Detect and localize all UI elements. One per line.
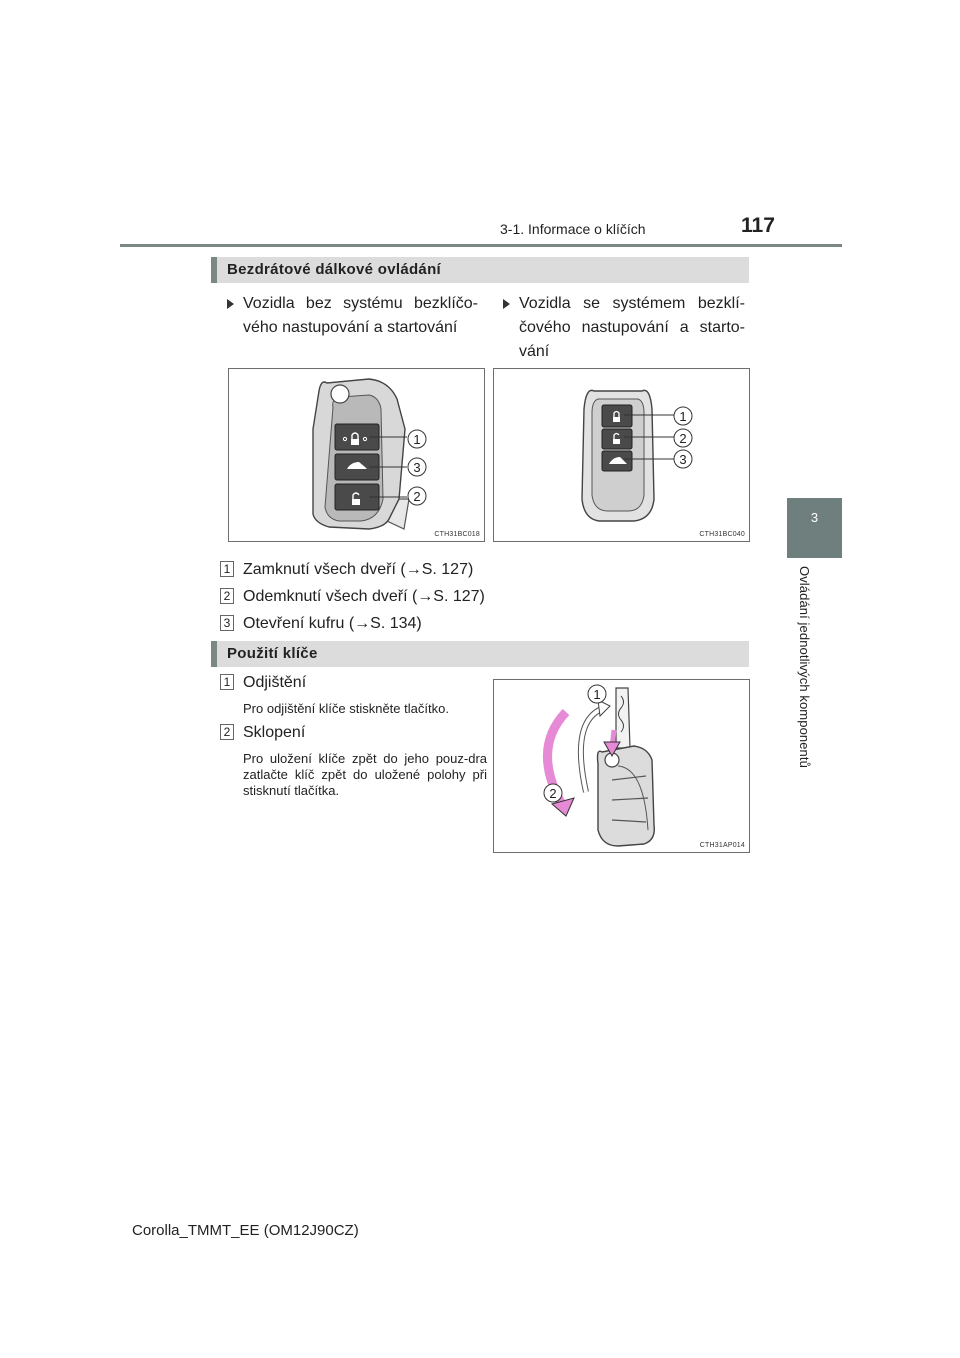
figure-flip-key (228, 368, 485, 542)
header-section-title: 3-1. Informace o klíčích (500, 221, 646, 237)
chapter-side-label: Ovládání jednotlivých komponentů (797, 566, 812, 768)
footer-manual-id: Corolla_TMMT_EE (OM12J90CZ) (132, 1222, 359, 1239)
figure-code: CTH31AP014 (699, 842, 745, 849)
bullet-triangle-icon (503, 299, 510, 309)
item-number-1: 1 (220, 561, 234, 577)
header-rule (120, 244, 842, 247)
key-item-release-desc: Pro odjištění klíče stiskněte tlačítko. (243, 701, 449, 716)
callout-2-label: 2 (679, 431, 687, 446)
callout-1-label: 1 (593, 687, 601, 702)
callout-2-label: 2 (413, 489, 421, 504)
figure-code: CTH31BC040 (699, 531, 745, 538)
section-bar-key-use (211, 641, 749, 667)
section-bar-remote (211, 257, 749, 283)
callout-1-label: 1 (413, 432, 421, 447)
callout-3-label: 3 (679, 452, 687, 467)
item-number-2: 2 (220, 588, 234, 604)
key-item-fold-title: Sklopení (243, 724, 306, 741)
flip-key-illustration (229, 369, 484, 541)
key-item-number-1: 1 (220, 674, 234, 690)
smart-key-illustration (494, 369, 749, 541)
item-unlock-all-doors: Odemknutí všech dveří (→S. 127) (243, 588, 485, 605)
bullet-with-smart-key-text: Vozidla se systémem bezklí-čového nastupování a starto-vání (519, 295, 745, 360)
callout-2-label: 2 (549, 786, 557, 801)
key-fold-illustration (494, 680, 749, 852)
chapter-tab (787, 498, 842, 558)
figure-code: CTH31BC018 (434, 531, 480, 538)
item-open-trunk: Otevření kufru (→S. 134) (243, 615, 422, 632)
item-number-3: 3 (220, 615, 234, 631)
bullet-without-smart-key-text: Vozidla bez systému bezklíčo-vého nastupování a startování (243, 295, 478, 336)
key-item-release-title: Odjištění (243, 674, 307, 691)
bullet-triangle-icon (227, 299, 234, 309)
bullet-with-smart-key (519, 292, 745, 364)
section-heading-key-use: Použití klíče (227, 645, 318, 662)
bullet-without-smart-key (243, 292, 478, 340)
item-lock-all-doors: Zamknutí všech dveří (→S. 127) (243, 561, 474, 578)
callout-1-label: 1 (679, 409, 687, 424)
chapter-tab-number: 3 (810, 510, 819, 525)
key-item-number-2: 2 (220, 724, 234, 740)
key-item-fold-desc: Pro uložení klíče zpět do jeho pouz-dra zatlačte klíč zpět do uložené polohy při stisknutí tlačítka. (243, 751, 487, 798)
figure-smart-key (493, 368, 750, 542)
section-heading-remote: Bezdrátové dálkové ovládání (227, 261, 442, 278)
figure-key-fold (493, 679, 750, 853)
page-number: 117 (741, 214, 775, 237)
callout-3-label: 3 (413, 460, 421, 475)
